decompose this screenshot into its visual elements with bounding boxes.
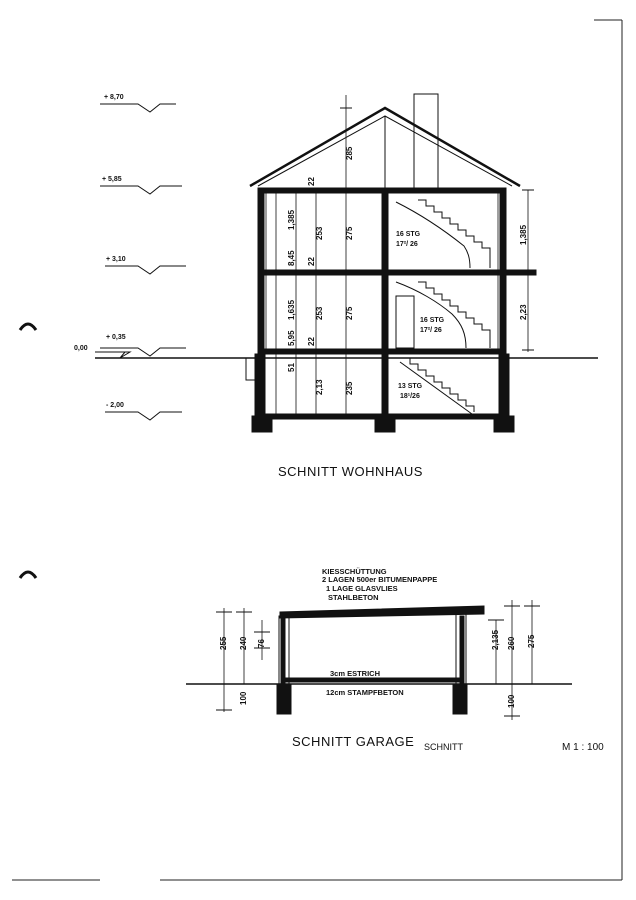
dimension-text: 2,23	[519, 304, 528, 320]
roof-note: 1 LAGE GLASVLIES	[326, 584, 398, 593]
house-title: SCHNITT WOHNHAUS	[278, 464, 423, 479]
level-label: + 3,10	[106, 256, 126, 263]
garage-title-sub: SCHNITT	[424, 742, 463, 752]
roof-note: 2 LAGEN 500er BITUMENPAPPE	[322, 575, 438, 584]
dimension-text: 100	[239, 691, 248, 705]
dimension-text: 22	[307, 177, 316, 186]
dimension-text: 235	[345, 381, 354, 395]
level-label: - 2,00	[106, 402, 124, 409]
dimension-text: 275	[345, 226, 354, 240]
dimension-text: 1,385	[519, 224, 528, 245]
estrich-label: 3cm ESTRICH	[330, 669, 381, 678]
dimension-text: 240	[239, 636, 248, 650]
sheet-frame	[12, 20, 622, 880]
level-label: + 8,70	[104, 94, 124, 101]
garage-title: SCHNITT GARAGE	[292, 734, 415, 749]
dimension-text: 22	[307, 257, 316, 266]
dimension-text: 255	[219, 636, 228, 650]
dimension-text: 22	[307, 337, 316, 346]
roof-note: STAHLBETON	[328, 593, 379, 602]
roof-note: KIESSCHÜTTUNG	[322, 567, 387, 576]
level-label: + 5,85	[102, 176, 122, 183]
dimension-text: 76	[257, 639, 266, 648]
punch-hole-mark	[20, 324, 36, 330]
dimension-text: 253	[315, 226, 324, 240]
dimension-text: 100	[507, 694, 516, 708]
dimension-text: 2,13	[315, 379, 324, 395]
dimension-text: 1,385	[287, 209, 296, 230]
level-label: 0,00	[74, 345, 88, 352]
dimension-text: 275	[527, 634, 536, 648]
dimension-text: 5,95	[287, 330, 296, 346]
house-section	[95, 94, 598, 432]
stair-count: 16 STG	[396, 231, 421, 238]
dimension-text: 8,45	[287, 250, 296, 266]
punch-hole-mark	[20, 572, 36, 578]
dimension-text: 285	[345, 146, 354, 160]
dimension-text: 1,635	[287, 299, 296, 320]
scale-label: M 1 : 100	[562, 742, 604, 753]
dimension-text: 2,135	[491, 629, 500, 650]
dimension-text: 51	[287, 363, 296, 372]
dimension-text: 275	[345, 306, 354, 320]
level-label: + 0,35	[106, 334, 126, 341]
dimension-text: 260	[507, 636, 516, 650]
stair-ratio: 18¹/26	[400, 393, 420, 400]
stair-count: 13 STG	[398, 383, 423, 390]
dimension-text: 253	[315, 306, 324, 320]
stair-count: 16 STG	[420, 317, 445, 324]
stair-ratio: 17²/ 26	[420, 327, 442, 334]
stair-ratio: 17²/ 26	[396, 241, 418, 248]
stampfbeton-label: 12cm STAMPFBETON	[326, 688, 404, 697]
